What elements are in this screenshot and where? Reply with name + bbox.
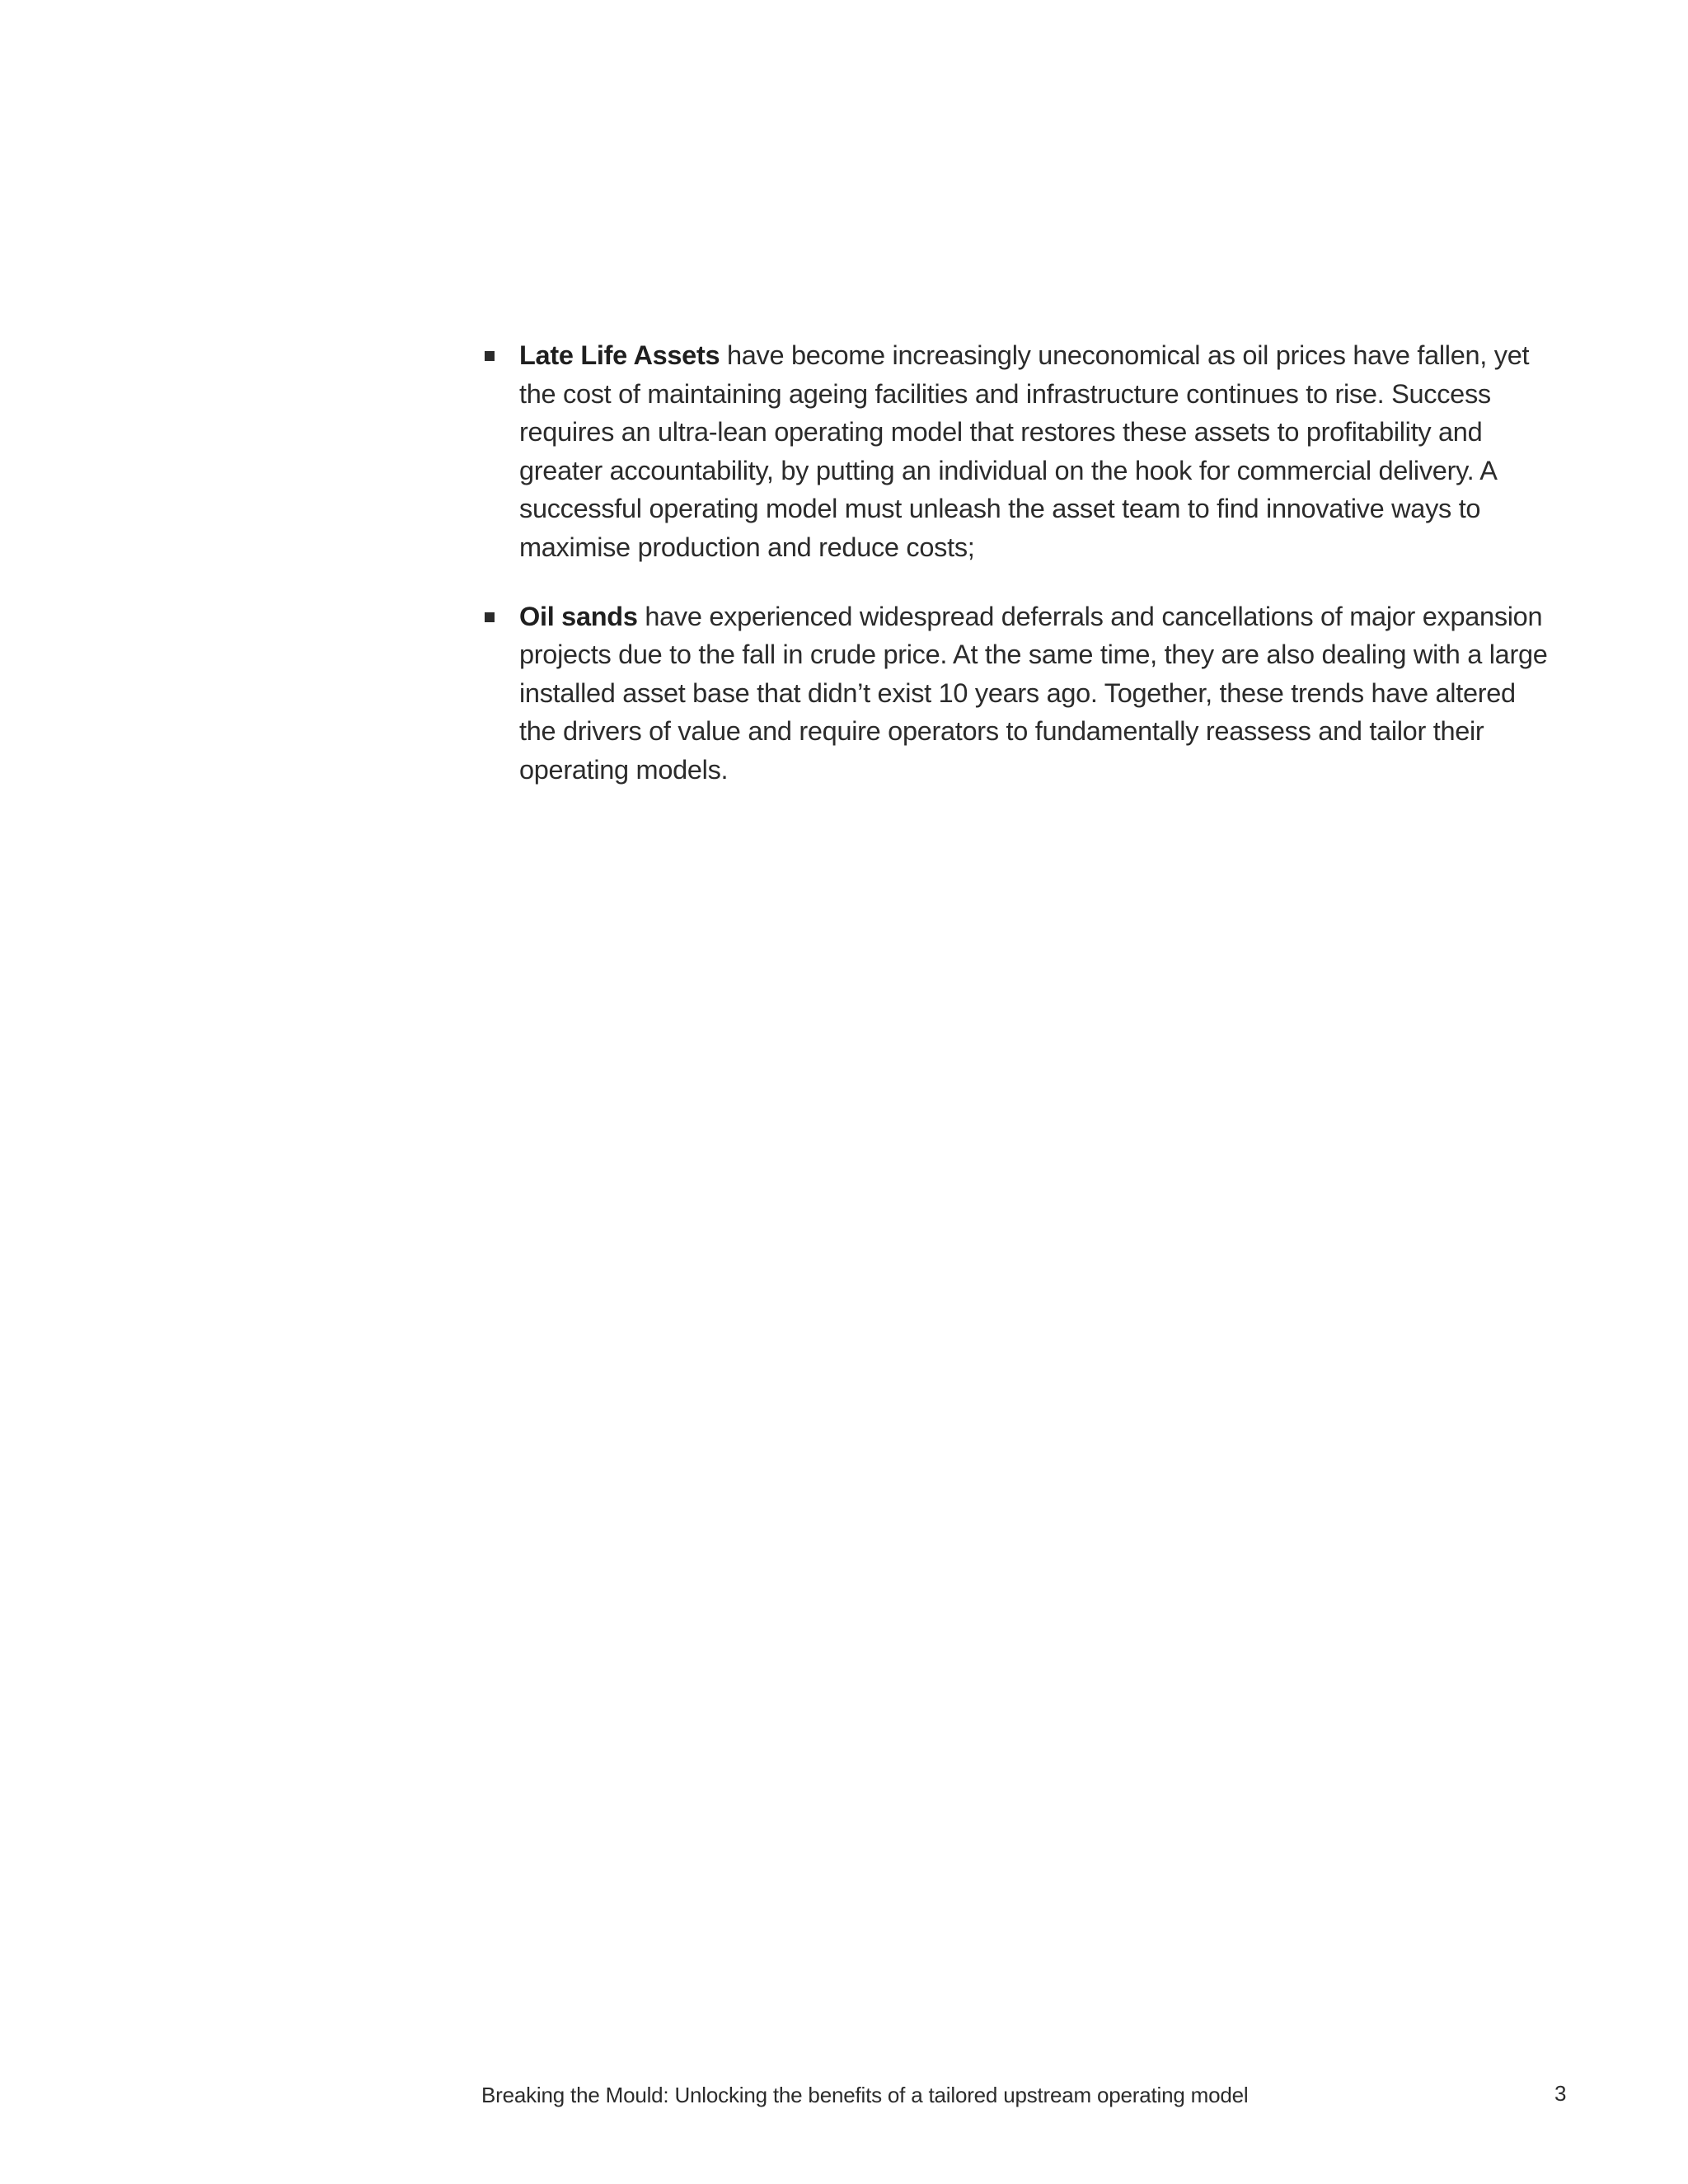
footer-document-title: Breaking the Mould: Unlocking the benefits of a tailored upstream operating model bbox=[481, 2083, 1249, 2107]
bullet-text: have experienced widespread deferrals and cancellations of major expansion projects due to the fall in crude price. At the same time, they are also dealing with a large installed asset base that didn’t exist 10 years ago. Together, these trends have altered the drivers of value and require operators to fundamentally reassess and tailor their operating models. bbox=[519, 601, 1548, 785]
bullet-term: Late Life Assets bbox=[519, 340, 720, 370]
bullet-item-oil-sands bbox=[481, 598, 1552, 790]
square-bullet-icon bbox=[485, 612, 495, 622]
bullet-list bbox=[481, 336, 1552, 790]
bullet-item-late-life-assets bbox=[481, 336, 1552, 567]
bullet-text: have become increasingly uneconomical as oil prices have fallen, yet the cost of maintaining ageing facilities and infrastructure continues to rise. Success requires an ultra-lean operating model that restores these assets to profitability and greater accountability, by putting an individual on the hook for commercial delivery. A successful operating model must unleash the asset team to find innovative ways to maximise production and reduce costs; bbox=[519, 340, 1530, 562]
bullet-term: Oil sands bbox=[519, 601, 638, 631]
page-number: 3 bbox=[1554, 2081, 1567, 2106]
square-bullet-icon bbox=[485, 351, 495, 361]
